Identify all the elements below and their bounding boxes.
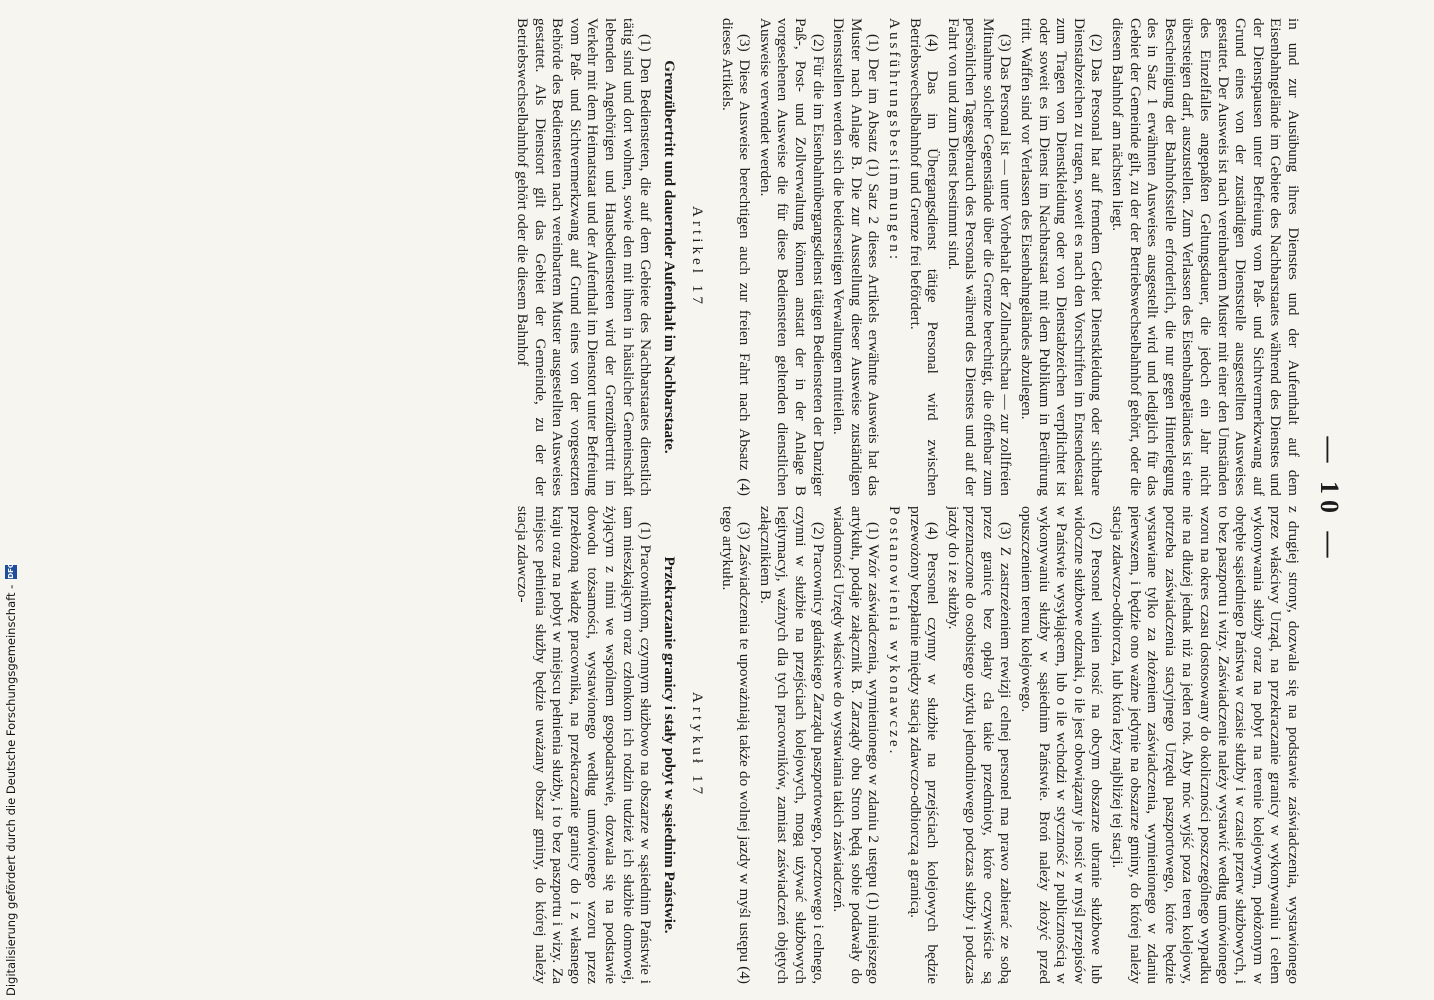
paragraph: (3) Diese Ausweise berechtigen auch zur freien Fahrt nach Absatz (4) dieses Artikels. <box>718 18 754 496</box>
paragraph: (3) Das Personal ist — unter Vorbehalt der Zollnachschau — zur zollfreien Mitnahme solcher Gegenstände über die Grenze berechtigt, die offenbar zum persönlichen Tagesgebrauch des Personals während des Dienstes und auf der Fahrt von und zum Dienst bestimmt sind. <box>944 18 1015 496</box>
dfg-logo-icon: DFG <box>7 562 15 579</box>
german-column <box>172 18 1302 496</box>
paragraph: (2) Pracownicy gdańskiego Zarządu paszportowego, pocztowego i celnego, czynni w służbie na przejściach kolejowych, mogą używać służbowych legitymacyj, ważnych dla tych pracowników, zamiast zaświadczeń objętych załącznikiem B. <box>756 506 827 984</box>
paragraph: (1) Den Bediensteten, die auf dem Gebiete des Nachbarstaates dienstlich tätig sind und dort wohnen, sowie den mit ihnen in häuslicher Gemeinschaft lebenden Angehörigen und Hausbediensteten wird der Grenzübertritt im Verkehr mit dem Heimatstaat und der Aufenthalt im Dienstort unter Befreiung vom Paß- und Sichtvermerkzwang auf Grund eines von der vorgesetzten Behörde des Bediensteten nach vereinbartem Muster ausgestellten Ausweises gestattet. Als Dienstort gilt das Gebiet der Gemeinde, zu der der Betriebswechselbahnhof gehört oder die diesem Bahnhof <box>514 18 655 496</box>
article-title: Artykuł 17 <box>689 691 706 799</box>
paragraph: (3) Z zastrzeżeniem rewizji celnej personel ma prawo zabierać ze sobą przez granicę bez opłaty cła takie przedmioty, które oczywiście są przeznaczone do osobistego użytku jednodniowego podczas służby i podczas jazdy do i ze służby. <box>944 506 1015 984</box>
subsection-title: Ausführungsbestimmungen: <box>885 18 903 263</box>
article-heading: Grenzübertritt und dauernder Aufenthalt im Nachbarstaate. <box>661 60 679 454</box>
paragraph: in und zur Ausübung ihres Dienstes und der Aufenthalt auf dem Eisenbahngelände im Gebiete des Nachbarstaates während des Dienstes und der Dienstpausen unter Befreiung vom Paß- und Sichtvermerkzwang auf Grund eines von der zuständigen Dienststelle ausgestellten Ausweises gestattet. Der Ausweis ist nach vereinbartem Muster mit einer den Umständen des Einzelfalles angepaßten Geltungsdauer, die jedoch ein Jahr nicht übersteigen darf, auszustellen. Zum Verlassen des Eisenbahngeländes ist eine Bescheinigung der Bahnhofsstelle erforderlich, die nur gegen Hinterlegung des in Satz 1 erwähnten Ausweises ausgestellt wird und lediglich für das Gebiet der Gemeinde gilt, zu der der Betriebswechselbahnhof gehört, oder die diesem Bahnhof am nächsten liegt. <box>1109 18 1302 496</box>
paragraph: (1) Wzór zaświadczenia, wymienionego w zdaniu 2 ustępu (1) niniejszego artykułu, podaje załącznik B. Zarządy obu Stron będą sobie podawały do wiadomości Urzędy właściwe do wystawiania takich zaświadczeń. <box>830 506 883 984</box>
paragraph: (2) Für die im Eisenbahnübergangsdienst tätigen Bediensteten der Danziger Paß-, Post- und Zollverwaltung können anstatt der in der Anlage B vorgesehenen Ausweise die für diese Bediensteten geltenden dienstlichen Ausweise verwendet werden. <box>756 18 827 496</box>
paragraph: (4) Das im Übergangsdienst tätige Personal wird zwischen Betriebswechselbahnhof und Grenze frei befördert. <box>906 18 942 496</box>
paragraph: z drugiej strony, dozwala się na podstawie zaświadczenia, wystawionego przez właściwy Urząd, na przekraczanie granicy w wykonywaniu i celem wykonywania służby oraz na pobyt na terenie kolejowym, położonym w obrębie sąsiedniego Państwa w czasie służby i w czasie przerw służbowych, i to bez paszportu i wizy. Zaświadczenie należy wystawić według umówionego wzoru na okres czasu dostosowany do okoliczności poszczególnego wypadku nie na dłużej jednak niż na jeden rok. Aby móc wyjść poza teren kolejowy, potrzeba zaświadczenia stacyjnego Urzędu paszportowego, które będzie wystawiane tylko za złożeniem zaświadczenia, wymienionego w zdaniu pierwszem, i będzie ono ważne jedynie na obszarze gminy, do której należy stacja zdawczo-odbiorcza, lub która leży najbliżej tej stacji. <box>1109 506 1302 984</box>
footer-text: Digitalisierung gefördert durch die Deutsche Forschungsgemeinschaft - <box>4 584 18 996</box>
article-heading: Przekraczanie granicy i stały pobyt w sąsiednim Państwie. <box>661 556 679 934</box>
paragraph: (1) Der im Absatz (1) Satz 2 dieses Artikels erwähnte Ausweis hat das Muster nach Anlage B. Die zur Ausstellung dieser Ausweise zuständigen Dienststellen werden sich die beiderseitigen Verwaltungen mitteilen. <box>830 18 883 496</box>
paragraph: (1) Pracownikom, czynnym służbowo na obszarze w sąsiednim Państwie i tam mieszkającym oraz członkom ich rodzin tudzież ich służbie domowej, żyjącym z nimi we wspólnem gospodarstwie, dozwala się na podstawie dowodu tożsamości, wystawionego według umówionego wzoru przez przełożoną władzę pracownika, na przekraczanie granicy do i z własnego kraju oraz na pobyt w miejscu pełnienia służby, i to bez paszportu i wizy. Za miejsce pełnienia służby będzie uważany obszar gminy, do której należy stacja zdawczo- <box>514 506 655 984</box>
polish-column <box>172 506 1302 984</box>
paragraph: (2) Das Personal hat auf fremdem Gebiet Dienstkleidung oder sichtbare Dienstabzeichen zu tragen, soweit es nach den Vorschriften im Entsendestaat zum Tragen von Dienstkleidung oder von Dienstabzeichen verpflichtet ist oder soweit es im Dienst im Nachbarstaat mit dem Publikum in Berührung tritt. Waffen sind vor Verlassen des Eisenbahngeländes abzulegen. <box>1018 18 1106 496</box>
digitization-footer <box>4 562 18 996</box>
article-title: Artikel 17 <box>689 205 706 308</box>
page-number: — 10 — <box>1315 436 1344 564</box>
paragraph: (3) Zaświadczenia te upoważniają także do wolnej jazdy w myśl ustępu (4) tego artykułu. <box>718 506 754 984</box>
subsection-title: Postanowienia wykonawcze. <box>885 506 903 757</box>
paragraph: (4) Personel czynny w służbie na przejściach kolejowych będzie przewożony bezpłatnie między stacją zdawczo-odbiorczą a granicą. <box>906 506 942 984</box>
paragraph: (2) Personel winien nosić na obcym obszarze ubranie służbowe lub widoczne służbowe odznaki, o ile jest obowiązany je nosić w myśl przepisów w Państwie wysyłającem, lub o ile wchodzi w styczność z publicznością w wykonywaniu służby w sąsiednim Państwie. Broń należy złożyć przed opuszczeniem terenu kolejowego. <box>1018 506 1106 984</box>
